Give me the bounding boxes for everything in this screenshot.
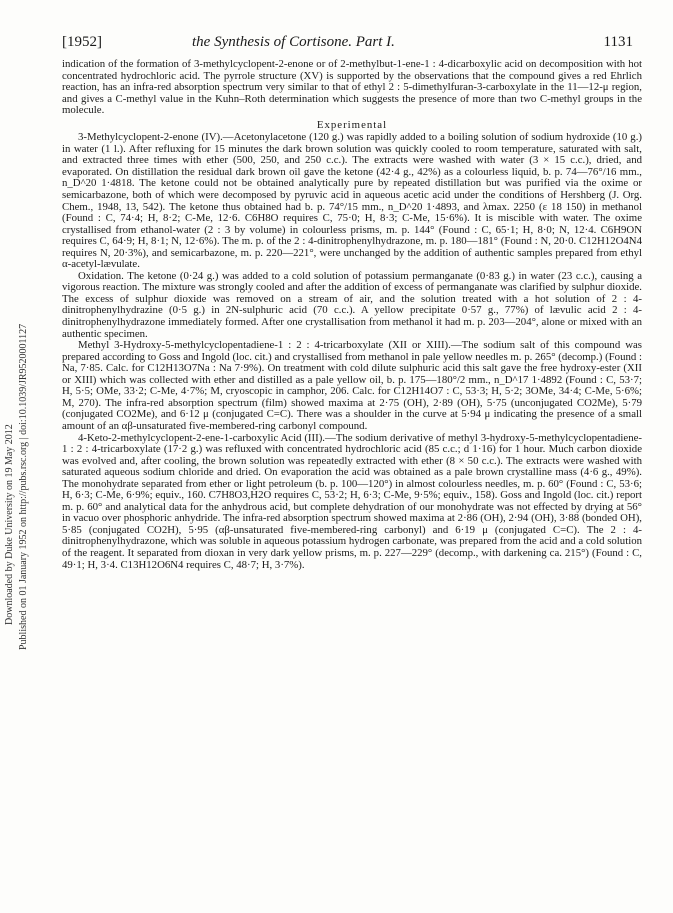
section-heading: Experimental	[316, 118, 388, 131]
download-notice: Downloaded by Duke University on 19 May 2012	[4, 424, 15, 625]
publication-notice: Published on 01 January 1952 on http://pubs.rsc.org | doi:10.1039/JR9520001127	[18, 323, 29, 650]
journal-year: [1952]	[62, 34, 102, 50]
paragraph-methylcyclopentenone: 3-Methylcyclopent-2-enone (IV).—Acetonylacetone (120 g.) was rapidly added to a boiling solution of sodium hydroxide (10 g.) in water (1 l.). After refluxing for 15 minutes the dark brown solution was quickly cooled to room temperature, saturated with salt, and extracted three times with ether (500, 250, and 250 c.c.). The extracts were washed with water (3 × 15 c.c.), dried, and evaporated. On distillation the residual dark brown oil gave the ketone (42·4 g., 42%) as a colourless liquid, b. p. 74—76°/16 mm., n_D^20 1·4818. The ketone could not be obtained analytically pure by repeated distillation but was purified via the oxime or semicarbazone, both of which were decomposed by pyruvic acid in aqueous acetic acid under the conditions of Hershberg (J. Org. Chem., 1948, 13, 542). The ketone thus obtained had b. p. 74°/15 mm., n_D^20 1·4893, and λmax. 2250 (ε 18 150) in methanol (Found : C, 74·4; H, 8·2; C-Me, 12·6. C6H8O requires C, 75·0; H, 8·3; C-Me, 15·6%). It is miscible with water. The oxime crystallised from ethanol-water (2 : 3 by volume) in colourless prisms, m. p. 144° (Found : C, 65·1; H, 8·0; N, 12·4. C6H9ON requires C, 64·9; H, 8·1; N, 12·6%). The m. p. of the 2 : 4-dinitrophenylhydrazone, m. p. 180—181° (Found : N, 20·0. C12H12O4N4 requires N, 20·3%), and semicarbazone, m. p. 220—221°, were unchanged by the addition of authentic samples prepared from ethyl α-acetyl-lævulate.	[62, 131, 642, 271]
paragraph-oxidation: Oxidation. The ketone (0·24 g.) was added to a cold solution of potassium permanganate (0·83 g.) in water (23 c.c.), causing a vigorous reaction. The mixture was strongly cooled and after the addition of excess of permanganate was clarified by sulphur dioxide. The excess of sulphur dioxide was removed on a stream of air, and the solution treated with a hot solution of 2 : 4-dinitrophenylhydrazine (0·5 g.) in 2N-sulphuric acid (70 c.c.). A yellow precipitate 0·57 g., 77%) of lævulic acid 2 : 4-dinitrophenylhydrazone immediately formed. After one crystallisation from methanol it had m. p. 203—204°, alone or mixed with an authentic specimen.	[62, 269, 642, 340]
side-margin-watermark	[0, 0, 40, 913]
page-number: 1131	[603, 34, 633, 50]
paragraph-tricarboxylate: Methyl 3-Hydroxy-5-methylcyclopentadiene-1 : 2 : 4-tricarboxylate (XII or XIII).—The sodium salt of this compound was prepared according to Goss and Ingold (loc. cit.) and crystallised from methanol in pale yellow needles m. p. 265° (decomp.) (Found : Na, 7·85. Calc. for C12H13O7Na : Na 7·9%). On treatment with cold dilute sulphuric acid this salt gave the free hydroxy-ester (XII or XIII) which was collected with ether and distilled as a pale yellow oil, b. p. 175—180°/2 mm., n_D^17 1·4892 (Found : C, 53·7; H, 5·5; OMe, 33·2; C-Me, 4·7%; M, cryoscopic in camphor, 206. Calc. for C12H14O7 : C, 53·3; H, 5·2; 3OMe, 34·4; C-Me, 5·6%; M, 270). The infra-red absorption spectrum (film) showed maxima at 2·75 (OH), 2·89 (OH), 5·75 (unconjugated CO2Me), 5·79 (conjugated CO2Me), and 6·12 μ (conjugated C=C). There was a shoulder in the curve at 5·94 μ indicating the presence of a small amount of an αβ-unsaturated five-membered-ring carbonyl compound.	[62, 339, 642, 432]
intro-paragraph: indication of the formation of 3-methylcyclopent-2-enone or of 2-methylbut-1-ene-1 : 4-dicarboxylic acid on decomposition with hot concentrated hydrochloric acid. The pyrrole structure (XV) is supported by the observations that the compound gives a red Ehrlich reaction, has an infra-red absorption spectrum very similar to that of ethyl 2 : 5-dimethylfuran-3-carboxylate in the 11—12-μ region, and gives a C-methyl value in the Kuhn–Roth determination which suggests the presence of more than two C-methyl groups in the molecule.	[62, 58, 642, 117]
article-body	[62, 59, 642, 571]
paragraph-keto-acid: 4-Keto-2-methylcyclopent-2-ene-1-carboxylic Acid (III).—The sodium derivative of methyl 3-hydroxy-5-methylcyclopentadiene-1 : 2 : 4-tricarboxylate (17·2 g.) was refluxed with concentrated hydrochloric acid (85 c.c.; d 1·16) for 1 hour. Much carbon dioxide was evolved and, after cooling, the brown solution was repeatedly extracted with ether (8 × 50 c.c.). The extracts were washed with saturated aqueous sodium chloride and dried. On evaporation the acid was obtained as a pale brown crystalline mass (4·6 g., 49%). The monohydrate separated from ether or light petroleum (b. p. 100—120°) in almost colourless needles, m. p. 60° (Found : C, 53·6; H, 6·3; C-Me, 6·9%; equiv., 160. C7H8O3,H2O requires C, 53·2; H, 6·3; C-Me, 9·5%; equiv., 158). Goss and Ingold (loc. cit.) report m. p. 60° and analytical data for the anhydrous acid, but complete dehydration of our monohydrate was not effected by drying at 56° in vacuo over phosphoric anhydride. The infra-red absorption spectrum showed maxima at 2·86 (OH), 2·94 (OH), 3·88 (bonded OH), 5·85 (conjugated CO2H), 5·95 (αβ-unsaturated five-membered-ring carbonyl) and 6·19 μ (conjugated C=C). The 2 : 4-dinitrophenylhydrazone, which was soluble in aqueous potassium hydrogen carbonate, was prepared from the acid and a cold solution of the reagent. It separated from dioxan in very dark yellow prisms, m. p. 227—229° (decomp., with darkening ca. 215°) (Found : C, 49·1; H, 3·4. C13H12O6N4 requires C, 48·7; H, 3·7%).	[62, 431, 642, 571]
running-title: the Synthesis of Cortisone. Part I.	[192, 34, 395, 50]
page-header	[62, 34, 633, 54]
